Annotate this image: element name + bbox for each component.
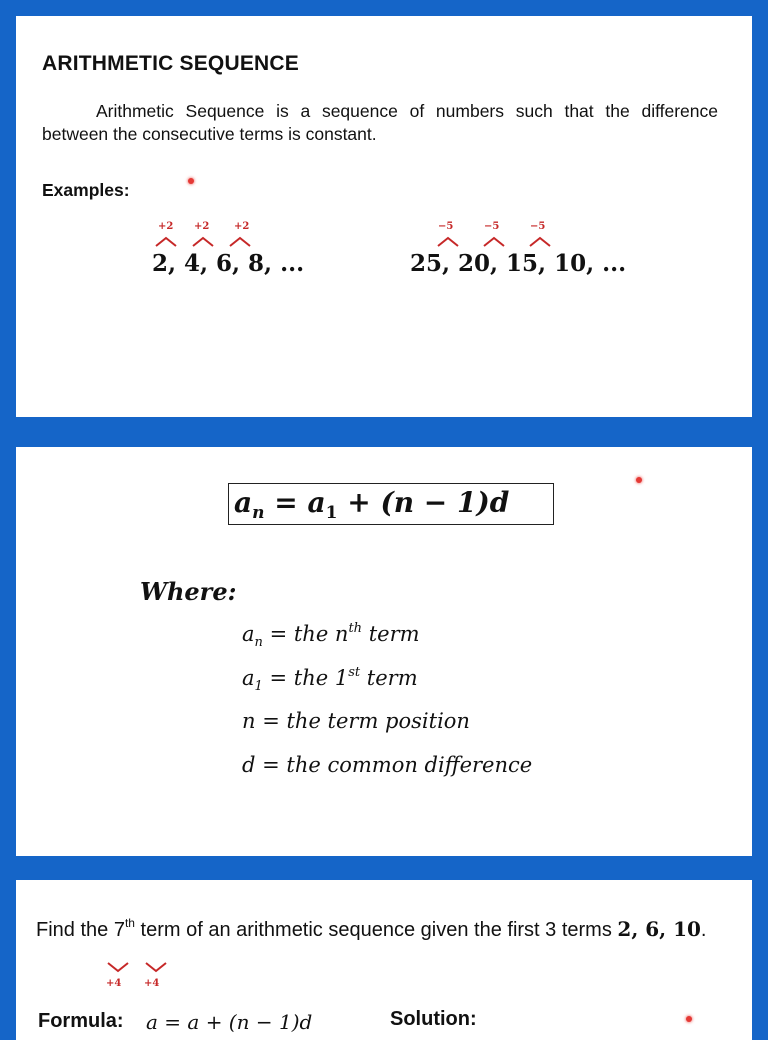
caret-mark [530,238,550,246]
problem-carets [104,960,174,974]
where-label: Where: [140,577,237,606]
definition-paragraph [42,100,718,146]
formula-label: Formula: [38,1010,124,1032]
formula-symbol: a [234,486,253,519]
difference-label: −5 [438,221,454,232]
pointer-dot [636,477,642,483]
difference-label: +4 [144,978,160,989]
given-terms: 2, 6, 10 [617,917,701,941]
difference-label: +2 [234,221,250,232]
page-title: ARITHMETIC SEQUENCE [42,52,299,75]
caret-mark [146,963,166,971]
formula-subscript: n [252,503,265,523]
difference-label: +2 [158,221,174,232]
formula-text: a = a + (n − 1)d [146,1010,313,1034]
difference-label: −5 [530,221,546,232]
problem-card [16,880,752,1040]
caret-mark [230,238,250,246]
formula-card [16,447,752,856]
formula-symbol: a [307,486,326,519]
formula-equals: = [264,486,308,519]
formula-subscript: 1 [325,503,338,523]
difference-label: −5 [484,221,500,232]
example2-carets [436,234,566,248]
caret-mark [438,238,458,246]
solution-label: Solution: [390,1008,477,1030]
example2-sequence: 25, 20, 15, 10, ... [410,250,627,277]
definition-row: n = the term position [242,709,470,733]
examples-label: Examples: [42,180,130,200]
caret-mark [484,238,504,246]
pointer-dot [188,178,194,184]
caret-mark [108,963,128,971]
general-term-formula [234,483,509,533]
problem-question: Find the 7th term of an arithmetic sequence given the first 3 terms 2, 6, 10. [36,916,707,941]
definition-row: $a_n$ = the $n^{th}$ term [242,621,420,650]
example1-sequence: 2, 4, 6, 8, ... [152,250,305,277]
definition-row: d = the common difference [242,753,533,777]
caret-mark [156,238,176,246]
caret-mark [193,238,213,246]
difference-label: +2 [194,221,210,232]
definition-card [16,16,752,417]
pointer-dot [686,1016,692,1022]
difference-label: +4 [106,978,122,989]
formula-rest: + (n − 1)d [337,486,510,519]
example1-carets [154,234,264,248]
definition-text: Arithmetic Sequence is a sequence of numbers such that the difference between the consecutive terms is constant. [42,101,718,144]
definition-row: $a_1$ = the 1st term [242,665,418,694]
